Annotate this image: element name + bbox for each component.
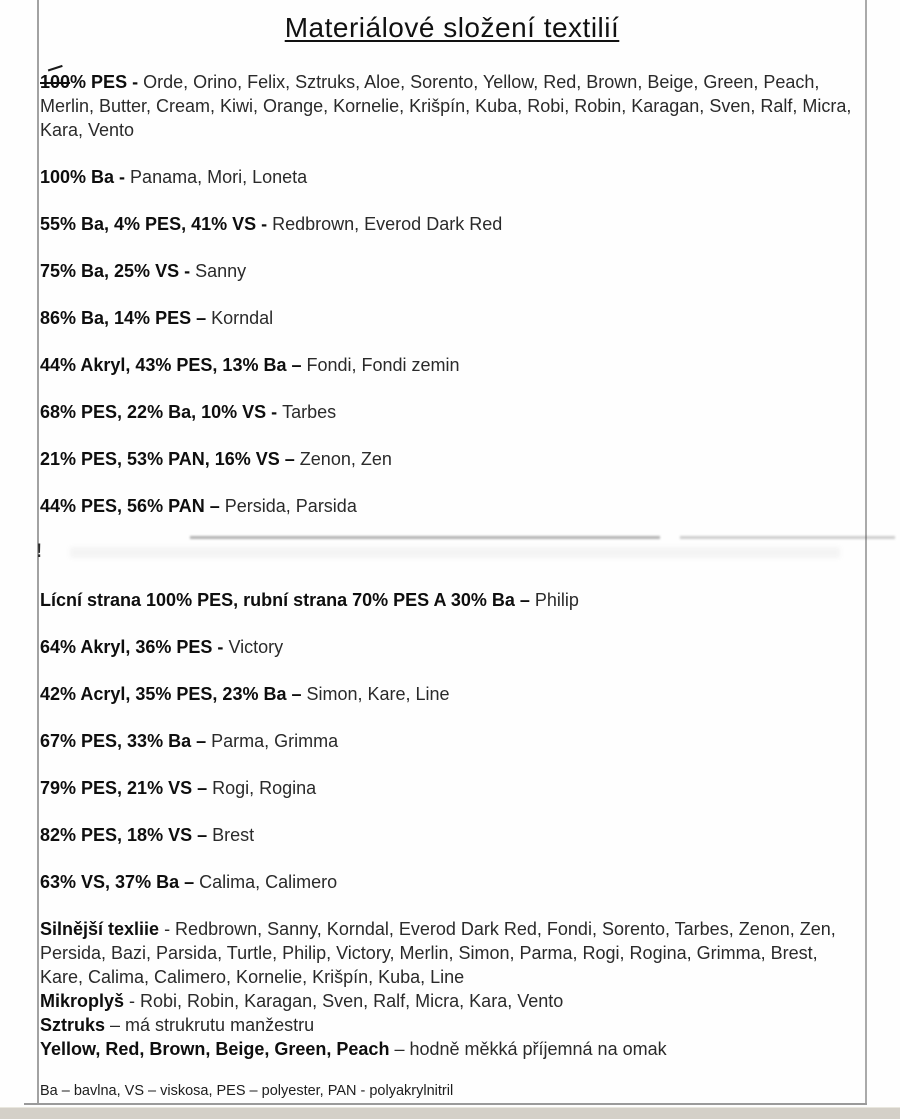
- note-line: [40, 1013, 864, 1037]
- notes-section: [40, 917, 864, 1061]
- fabric-names: Calima, Calimero: [199, 872, 338, 892]
- composition-entry: [40, 494, 864, 518]
- eraser-smudge: [680, 536, 895, 539]
- composition-entry: [40, 823, 864, 847]
- note-label: Sztruks: [40, 1015, 106, 1035]
- composition-entry: [40, 400, 864, 424]
- fabric-names: Brest: [212, 825, 255, 845]
- fabric-names: Orde, Orino, Felix, Sztruks, Aloe, Sorento, Yellow, Red, Brown, Beige, Green, Peach, Merlin, Butter, Cream, Kiwi, Orange, Kornelie, Krišpín, Kuba, Robi, Robin, Karagan, Sven, Ralf, Micra, Kara, Vento: [40, 72, 852, 140]
- fabric-names: Korndal: [211, 308, 274, 328]
- composition-label: 100% Ba -: [40, 167, 126, 187]
- document-title: Materiálové složení textilií: [284, 12, 620, 43]
- fabric-names: Philip: [534, 590, 579, 610]
- fabric-names: Panama, Mori, Loneta: [130, 167, 308, 187]
- composition-label: 64% Akryl, 36% PES -: [40, 637, 224, 657]
- fabric-names: Rogi, Rogina: [212, 778, 317, 798]
- composition-label: Lícní strana 100% PES, rubní strana 70% PES A 30% Ba –: [40, 590, 530, 610]
- fabric-names: Sanny: [195, 261, 247, 281]
- composition-label: 42% Acryl, 35% PES, 23% Ba –: [40, 684, 302, 704]
- note-label: Mikroplyš: [40, 991, 125, 1011]
- composition-entry: [40, 635, 864, 659]
- composition-entry: [40, 259, 864, 283]
- page-bottom-rule: [24, 1103, 867, 1105]
- eraser-smudge: [190, 536, 660, 539]
- fabric-names: Fondi, Fondi zemin: [306, 355, 460, 375]
- composition-label: 82% PES, 18% VS –: [40, 825, 208, 845]
- erased-exclamation-mark: !: [36, 541, 42, 562]
- note-text: - Redbrown, Sanny, Korndal, Everod Dark Red, Fondi, Sorento, Tarbes, Zenon, Zen, Persida, Bazi, Parsida, Turtle, Philip, Victory, Merlin, Simon, Parma, Rogi, Rogina, Grimma, Brest, Kare, Calima, Calimero, Kornelie, Krišpín, Kuba, Line: [40, 919, 836, 987]
- composition-entry: [40, 447, 864, 471]
- page-right-border-line: [865, 0, 867, 1104]
- composition-entry: [40, 306, 864, 330]
- composition-label: 86% Ba, 14% PES –: [40, 308, 207, 328]
- fabric-names: Simon, Kare, Line: [306, 684, 450, 704]
- note-line: [40, 1037, 864, 1061]
- composition-entry: [40, 729, 864, 753]
- composition-label: 21% PES, 53% PAN, 16% VS –: [40, 449, 295, 469]
- composition-label: 55% Ba, 4% PES, 41% VS -: [40, 214, 268, 234]
- fabric-names: Tarbes: [282, 402, 337, 422]
- composition-label: 75% Ba, 25% VS -: [40, 261, 191, 281]
- fabric-names: Redbrown, Everod Dark Red: [272, 214, 503, 234]
- composition-label: 44% Akryl, 43% PES, 13% Ba –: [40, 355, 302, 375]
- note-text: – hodně měkká příjemná na omak: [389, 1039, 667, 1059]
- note-text: – má strukrutu manžestru: [105, 1015, 315, 1035]
- composition-entry: [40, 588, 864, 612]
- note-label: Silnější texliie: [40, 919, 160, 939]
- composition-entry: [40, 870, 864, 894]
- fabric-names: Parma, Grimma: [211, 731, 339, 751]
- composition-label: 63% VS, 37% Ba –: [40, 872, 195, 892]
- composition-entry: [40, 165, 864, 189]
- abbreviation-legend: Ba – bavlna, VS – viskosa, PES – polyester, PAN - polyakrylnitril: [40, 1083, 454, 1099]
- fabric-names: Zenon, Zen: [299, 449, 392, 469]
- struck-number: 100: [40, 72, 71, 92]
- composition-label: % PES -: [70, 72, 139, 92]
- composition-entry: [40, 776, 864, 800]
- composition-entry: [40, 70, 864, 142]
- document-content: [36, 8, 864, 1101]
- composition-label: 68% PES, 22% Ba, 10% VS -: [40, 402, 278, 422]
- composition-entry: [40, 212, 864, 236]
- composition-label: 67% PES, 33% Ba –: [40, 731, 207, 751]
- composition-label: 79% PES, 21% VS –: [40, 778, 208, 798]
- fabric-names: Victory: [228, 637, 284, 657]
- note-line: [40, 989, 864, 1013]
- note-text: - Robi, Robin, Karagan, Sven, Ralf, Micra, Kara, Vento: [124, 991, 564, 1011]
- composition-label: 44% PES, 56% PAN –: [40, 496, 220, 516]
- note-label: Yellow, Red, Brown, Beige, Green, Peach: [40, 1039, 390, 1059]
- composition-entry: [40, 353, 864, 377]
- composition-entry: [40, 682, 864, 706]
- fabric-names: Persida, Parsida: [224, 496, 357, 516]
- eraser-smudge: [70, 547, 840, 558]
- taskbar-edge-strip: [0, 1107, 900, 1119]
- note-line: [40, 917, 864, 989]
- erased-line-remnant: [36, 541, 864, 565]
